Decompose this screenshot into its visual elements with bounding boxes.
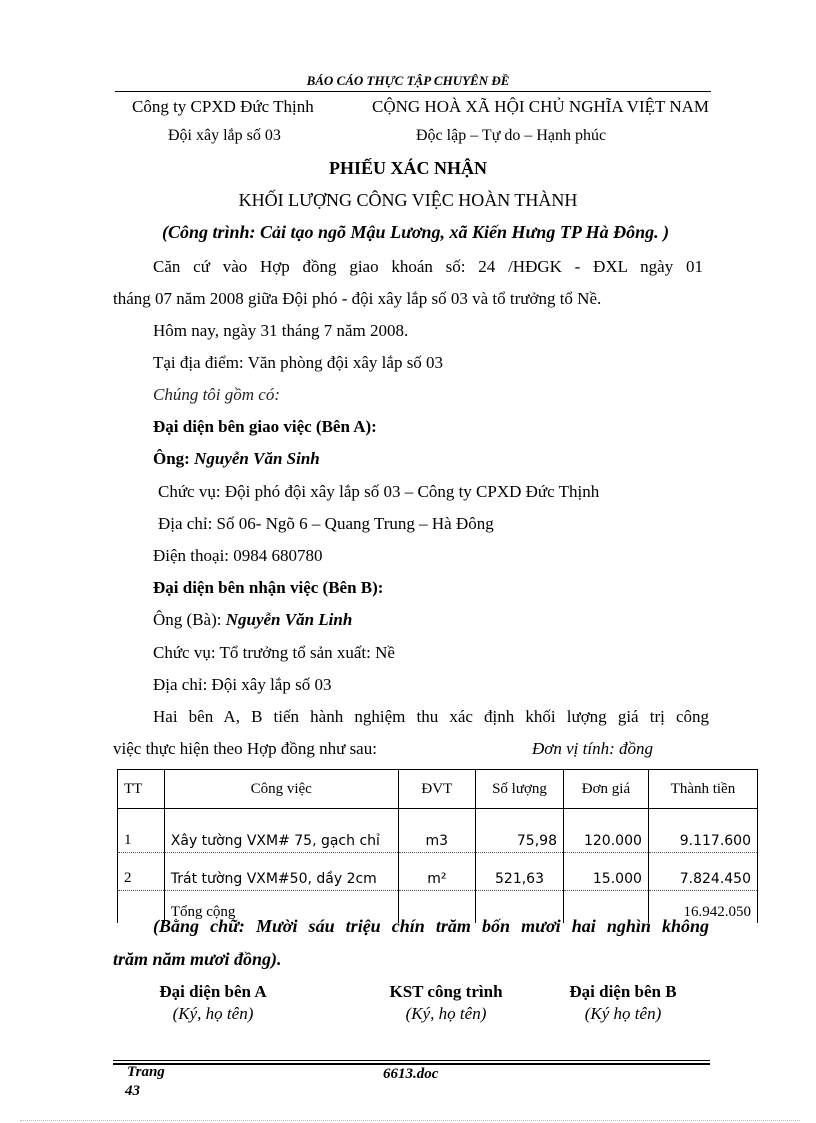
header-cell-unit: ĐVT	[398, 770, 475, 809]
footer-filename: 6613.doc	[383, 1066, 439, 1082]
project-name: (Công trình: Cải tạo ngõ Mậu Lương, xã Kiến Hưng TP Hà Đông. )	[162, 222, 670, 242]
header-cell-quantity: Số lượng	[476, 770, 564, 809]
work-volume-table	[117, 769, 758, 923]
contract-paragraph-line1: Căn cứ vào Hợp đồng giao khoán số: 24 /HĐGK - ĐXL ngày 01	[153, 257, 703, 276]
header-cell-work: Công việc	[164, 770, 398, 809]
party-a-address: Địa chỉ: Số 06- Ngõ 6 – Quang Trung – Hà Đông	[158, 514, 494, 533]
party-b-address: Địa chỉ: Đội xây lắp số 03	[153, 675, 332, 694]
cell-unit-price: 120.000	[563, 809, 648, 853]
signature-note-party-b: (Ký họ tên)	[584, 1004, 662, 1023]
document-subtitle: KHỐI LƯỢNG CÔNG VIỆC HOÀN THÀNH	[238, 190, 578, 210]
amount-in-words-line2: trăm năm mươi đồng).	[113, 949, 282, 969]
company-name: Công ty CPXD Đức Thịnh	[132, 97, 314, 116]
table-row	[118, 853, 758, 891]
total-value: 16.942.050	[648, 891, 757, 924]
party-b-position: Chức vụ: Tổ trưởng tổ sản xuất: Nề	[153, 643, 395, 662]
footer-rule	[113, 1060, 710, 1061]
party-a-name-line	[153, 449, 320, 469]
header-cell-tt: TT	[118, 770, 165, 809]
header-rule	[115, 91, 711, 92]
cell-unit: m3	[398, 809, 475, 853]
cell-work: Trát tường VXM#50, dầy 2cm	[164, 853, 398, 891]
cell-unit: m²	[398, 853, 475, 891]
table-row	[118, 809, 758, 853]
contract-paragraph-line2: tháng 07 năm 2008 giữa Đội phó - đội xây lắp số 03 và tổ trưởng tổ Nề.	[113, 289, 602, 308]
party-a-name-prefix: Ông:	[153, 449, 195, 468]
unit-note: Đơn vị tính: đồng	[532, 739, 653, 758]
signature-note-party-a: (Ký, họ tên)	[172, 1004, 254, 1023]
signature-title-site-engineer: KST công trình	[389, 982, 503, 1001]
header-cell-amount: Thành tiền	[648, 770, 757, 809]
acceptance-paragraph-line1: Hai bên A, B tiến hành nghiệm thu xác định khối lượng giá trị công	[153, 707, 709, 726]
acceptance-paragraph-line2: việc thực hiện theo Hợp đồng như sau:	[113, 739, 377, 758]
party-a-position: Chức vụ: Đội phó đội xây lắp số 03 – Công ty CPXD Đức Thịnh	[158, 482, 600, 501]
signature-title-party-b: Đại diện bên B	[569, 982, 677, 1001]
cell-work: Xây tường VXM# 75, gạch chỉ	[164, 809, 398, 853]
party-a-heading: Đại diện bên giao việc (Bên A):	[153, 417, 377, 436]
signature-title-party-a: Đại diện bên A	[159, 982, 267, 1001]
report-header-title: BÁO CÁO THỰC TẬP CHUYÊN ĐỀ	[306, 73, 510, 88]
location-line: Tại địa điểm: Văn phòng đội xây lắp số 03	[153, 353, 444, 372]
national-motto: Độc lập – Tự do – Hạnh phúc	[416, 127, 607, 144]
amount-in-words-line1: (Bằng chữ: Mười sáu triệu chín trăm bốn mươi hai nghìn không	[153, 916, 709, 936]
party-b-name-prefix: Ông (Bà):	[153, 610, 226, 629]
cell-quantity: 521,63	[476, 853, 564, 891]
table-header-row	[118, 770, 758, 809]
team-name: Đội xây lắp số 03	[168, 127, 281, 144]
cell-unit-price: 15.000	[563, 853, 648, 891]
cell-quantity: 75,98	[476, 809, 564, 853]
header-cell-unit-price: Đơn giá	[563, 770, 648, 809]
date-line: Hôm nay, ngày 31 tháng 7 năm 2008.	[153, 321, 409, 340]
cell-tt: 2	[118, 853, 165, 891]
total-label: Tổng cộng	[164, 891, 398, 924]
nation-name: CỘNG HOÀ XÃ HỘI CHỦ NGHĨA VIỆT NAM	[372, 97, 710, 116]
page-bottom-dotted-line	[20, 1120, 800, 1121]
we-are-line: Chúng tôi gồm có:	[153, 385, 281, 404]
party-b-name: Nguyễn Văn Linh	[225, 610, 353, 629]
cell-tt: 1	[118, 809, 165, 853]
footer-page-number: 43	[125, 1083, 140, 1099]
document-title: PHIẾU XÁC NHẬN	[328, 158, 487, 178]
footer-rule-thick	[113, 1063, 710, 1065]
party-a-phone: Điện thoại: 0984 680780	[153, 546, 323, 565]
signature-note-site-engineer: (Ký, họ tên)	[405, 1004, 487, 1023]
party-b-heading: Đại diện bên nhận việc (Bên B):	[153, 578, 384, 597]
cell-amount: 9.117.600	[648, 809, 757, 853]
cell-amount: 7.824.450	[648, 853, 757, 891]
footer-page-label: Trang	[127, 1064, 165, 1080]
party-a-name: Nguyễn Văn Sinh	[194, 449, 320, 468]
party-b-name-line	[153, 610, 352, 630]
